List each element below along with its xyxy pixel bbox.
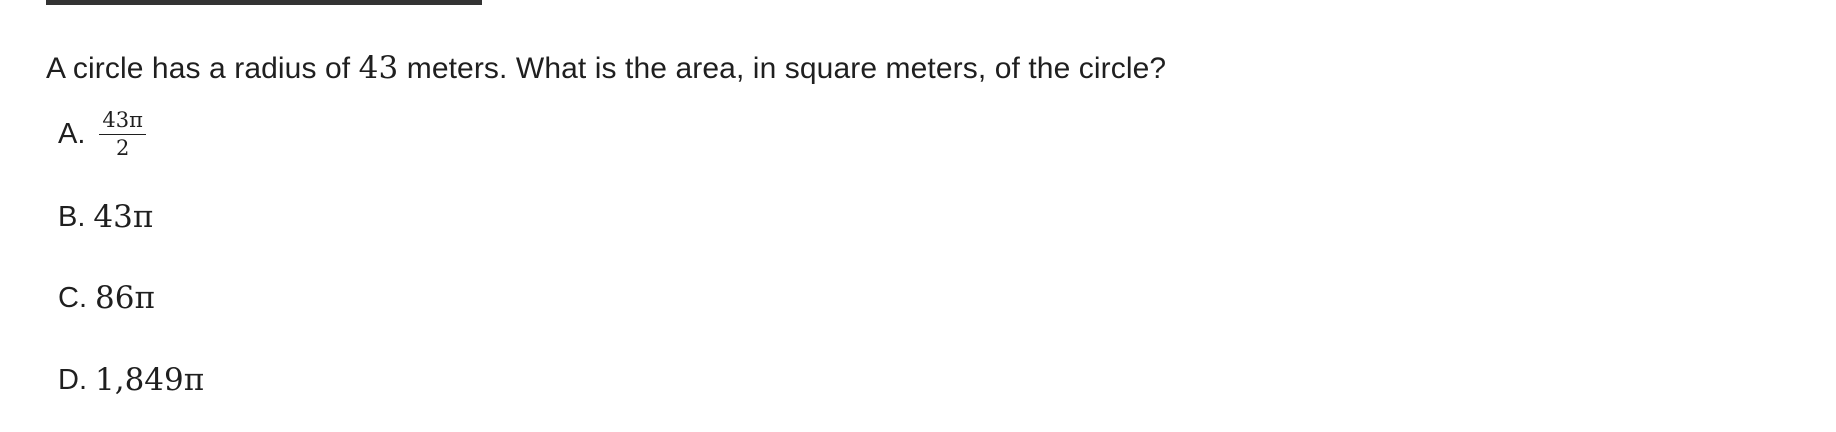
choice-c-value: 86π: [95, 280, 155, 316]
choice-a-letter: A.: [58, 118, 86, 150]
choice-c[interactable]: [58, 280, 155, 316]
question-text: [46, 46, 1166, 91]
choice-b[interactable]: [58, 199, 153, 235]
choice-d[interactable]: [58, 362, 204, 398]
choice-d-value: 1,849π: [95, 362, 205, 398]
question-radius: 43: [358, 50, 399, 86]
question-prefix: A circle has a radius of: [46, 52, 359, 85]
choice-a-numerator: 43π: [99, 108, 146, 135]
top-divider: [46, 0, 482, 5]
choice-b-letter: B.: [58, 200, 86, 233]
choice-a[interactable]: [58, 108, 146, 161]
choice-b-value: 43π: [93, 199, 154, 235]
question-suffix: meters. What is the area, in square meters, of the circle?: [398, 52, 1167, 85]
choice-c-letter: C.: [58, 281, 87, 314]
choice-a-denominator: 2: [115, 136, 130, 160]
choice-a-fraction: [99, 108, 146, 161]
choice-d-letter: D.: [58, 363, 87, 396]
